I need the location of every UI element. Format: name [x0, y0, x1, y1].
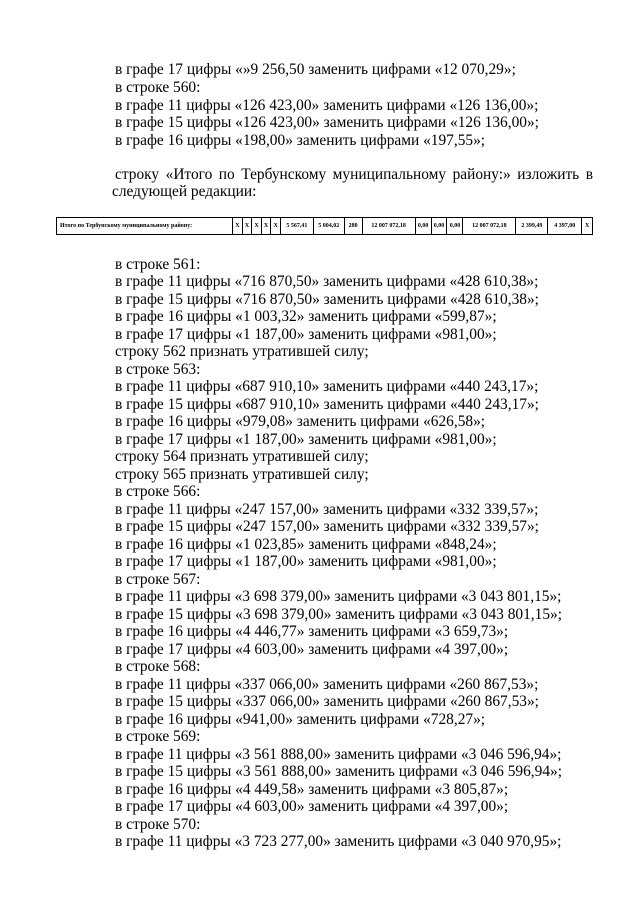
- amendment-line: в графе 16 цифры «1 003,32» заменить цифрами «599,87»;: [115, 308, 497, 325]
- amendment-line: в графе 17 цифры «4 603,00» заменить цифрами «4 397,00»;: [115, 798, 509, 815]
- row-heading: в строке 563:: [115, 361, 201, 378]
- table-cell: 5 567,41: [280, 218, 313, 235]
- amendment-line: в графе 15 цифры «716 870,50» заменить цифрами «428 610,38»;: [115, 291, 539, 308]
- table-row: [57, 218, 593, 235]
- row-heading: в строке 567:: [115, 571, 201, 588]
- amendment-line: в графе 11 цифры «3 723 277,00» заменить цифрами «3 040 970,95»;: [115, 833, 562, 850]
- amendment-line: в графе 11 цифры «716 870,50» заменить цифрами «428 610,38»;: [115, 273, 539, 290]
- total-row-table: [56, 217, 593, 235]
- table-cell: 12 007 072,18: [463, 218, 516, 235]
- table-cell: 0,00: [447, 218, 463, 235]
- paragraph-line-2: следующей редакции:: [112, 183, 257, 200]
- amendment-line: в графе 11 цифры «687 910,10» заменить цифрами «440 243,17»;: [115, 378, 539, 395]
- table-cell: X: [261, 218, 271, 235]
- amendment-line: в графе 15 цифры «3 561 888,00» заменить цифрами «3 046 596,94»;: [115, 763, 563, 780]
- amendment-line: строку 562 признать утратившей силу;: [115, 343, 369, 360]
- table-cell: 280: [344, 218, 362, 235]
- amendment-line: в графе 15 цифры «337 066,00» заменить цифрами «260 867,53»;: [115, 693, 539, 710]
- table-cell: X: [242, 218, 252, 235]
- table-cell: 5 004,02: [313, 218, 344, 235]
- amendment-line: в графе 17 цифры «1 187,00» заменить цифрами «981,00»;: [115, 553, 497, 570]
- table-cell: X: [582, 218, 593, 235]
- row-heading: в строке 569:: [115, 728, 201, 745]
- amendment-line: в графе 11 цифры «337 066,00» заменить цифрами «260 867,53»;: [115, 676, 539, 693]
- paragraph-line-1: строку «Итого по Тербунскому муниципальному району:» изложить в: [115, 166, 593, 183]
- table-cell: X: [271, 218, 281, 235]
- row-heading: в строке 560:: [115, 79, 201, 96]
- table-cell-label: Итого по Тербунскому муниципальному району:: [57, 218, 233, 235]
- amendment-line: в графе 11 цифры «126 423,00» заменить цифрами «126 136,00»;: [115, 97, 539, 114]
- amendment-line: в графе 17 цифры «4 603,00» заменить цифрами «4 397,00»;: [115, 641, 509, 658]
- amendment-line: строку 564 признать утратившей силу;: [115, 448, 369, 465]
- row-heading: в строке 566:: [115, 483, 201, 500]
- row-heading: в строке 568:: [115, 658, 201, 675]
- amendment-line: в графе 16 цифры «4 446,77» заменить цифрами «3 659,73»;: [115, 623, 509, 640]
- amendment-line: в графе 15 цифры «126 423,00» заменить цифрами «126 136,00»;: [115, 114, 539, 131]
- table-cell: 12 007 072,18: [362, 218, 415, 235]
- amendment-line: в графе 15 цифры «3 698 379,00» заменить цифрами «3 043 801,15»;: [115, 606, 563, 623]
- amendment-line: в графе 17 цифры «»9 256,50 заменить цифрами «12 070,29»;: [115, 61, 516, 78]
- amendment-line: в графе 16 цифры «1 023,85» заменить цифрами «848,24»;: [115, 536, 497, 553]
- amendment-line: в графе 11 цифры «3 561 888,00» заменить цифрами «3 046 596,94»;: [115, 746, 562, 763]
- table-cell: 0,00: [415, 218, 431, 235]
- table-cell: 4 397,00: [548, 218, 582, 235]
- table-cell: 0,00: [431, 218, 447, 235]
- amendment-line: в графе 16 цифры «198,00» заменить цифрами «197,55»;: [115, 132, 486, 149]
- amendment-line: в графе 16 цифры «4 449,58» заменить цифрами «3 805,87»;: [115, 781, 509, 798]
- row-heading: в строке 561:: [115, 256, 201, 273]
- amendment-line: в графе 15 цифры «687 910,10» заменить цифрами «440 243,17»;: [115, 396, 539, 413]
- amendment-line: в графе 17 цифры «1 187,00» заменить цифрами «981,00»;: [115, 326, 497, 343]
- amendment-line: в графе 16 цифры «979,08» заменить цифрами «626,58»;: [115, 413, 486, 430]
- row-heading: в строке 570:: [115, 816, 201, 833]
- summary-paragraph: [112, 166, 593, 200]
- table-cell: 2 399,49: [516, 218, 548, 235]
- table-cell: X: [252, 218, 262, 235]
- amendment-line: в графе 11 цифры «247 157,00» заменить цифрами «332 339,57»;: [115, 501, 539, 518]
- amendment-line: в графе 16 цифры «941,00» заменить цифрами «728,27»;: [115, 711, 486, 728]
- amendment-line: строку 565 признать утратившей силу;: [115, 466, 369, 483]
- amendment-line: в графе 15 цифры «247 157,00» заменить цифрами «332 339,57»;: [115, 518, 539, 535]
- table-cell: X: [233, 218, 243, 235]
- amendment-line: в графе 17 цифры «1 187,00» заменить цифрами «981,00»;: [115, 431, 497, 448]
- amendment-line: в графе 11 цифры «3 698 379,00» заменить цифрами «3 043 801,15»;: [115, 588, 562, 605]
